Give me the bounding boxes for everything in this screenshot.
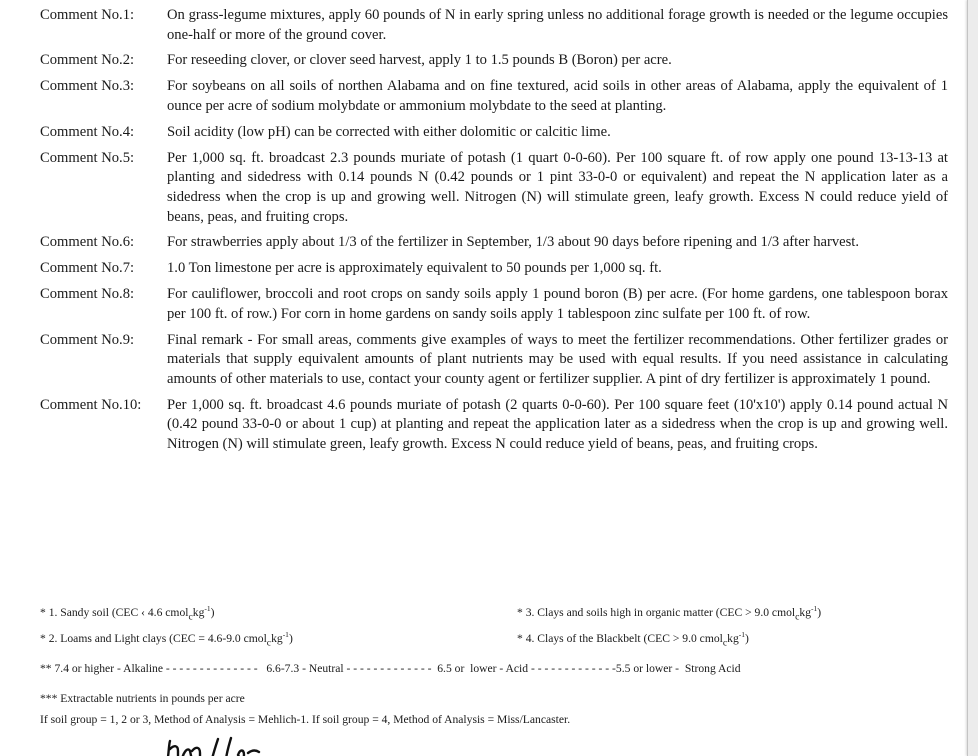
- footnote-method-of-analysis: If soil group = 1, 2 or 3, Method of Analysis = Mehlich-1. If soil group = 4, Method of Analysis = Miss/Lancaster.: [40, 713, 571, 726]
- comment-6: [40, 233, 948, 253]
- comment-9: [40, 331, 948, 390]
- footnote-text: * 4. Clays of the Blackbelt (CEC > 9.0 cmol: [517, 632, 723, 645]
- footnote-text: * 2. Loams and Light clays (CEC = 4.6-9.0 cmol: [40, 632, 267, 645]
- comment-8: [40, 285, 948, 324]
- footnote-superscript: -1: [811, 604, 818, 614]
- comment-text: For cauliflower, broccoli and root crops on sandy soils apply 1 pound boron (B) per acre. (For home gardens, one tablespoon borax per 100 ft. of row.) For corn in home gardens on sandy soils apply 1 tablespoon zinc sulfate per 100 ft. of row.: [167, 286, 948, 322]
- comment-1: [40, 6, 948, 45]
- footnote-unit: kg: [727, 632, 739, 645]
- footnote-soil-group-1: [40, 606, 214, 624]
- comment-5: [40, 149, 948, 227]
- footnote-soil-group-2: [40, 632, 293, 650]
- scrollbar-edge[interactable]: [967, 0, 978, 756]
- comment-2: [40, 51, 948, 71]
- footnote-unit: kg: [799, 606, 811, 619]
- comment-text: Per 1,000 sq. ft. broadcast 2.3 pounds muriate of potash (1 quart 0-0-60). Per 100 square ft. of row apply one pound 13-13-13 at planting and sidedress with 0.14 pounds N (0.42 pounds or 1 pint 33-0-0 or equivalent) and repeat the N application later as a sidedress when the crop is up and growing well. Nitrogen (N) will stimulate green, leafy growth. Excess N could reduce yield of beans, peas, and fruiting crops.: [167, 149, 948, 225]
- comment-label: Comment No.5:: [40, 149, 135, 166]
- comment-label: Comment No.8:: [40, 286, 135, 303]
- footnote-subscript: c: [188, 611, 193, 623]
- handwritten-signature: [160, 735, 350, 756]
- footnote-superscript: -1: [738, 630, 745, 640]
- comment-text: 1.0 Ton limestone per acre is approximately equivalent to 50 pounds per 1,000 sq. ft.: [167, 260, 662, 277]
- comment-3: [40, 77, 948, 116]
- footnote-unit: kg: [192, 606, 205, 619]
- comment-text: For soybeans on all soils of northen Alabama and on fine textured, acid soils in other areas of Alabama, apply the equivalent of 1 ounce per acre of sodium molybdate or ammonium molybdate to the seed at planting.: [167, 78, 948, 114]
- footnote-subscript: c: [722, 637, 728, 649]
- footnote-ph-scale: ** 7.4 or higher - Alkaline - - - - - - - - - - - - - - 6.6-7.3 - Neutral - - - - - - - - - - - - - 6.5 or lower - Acid - - - - - - - - - - - - -5.5 or lower - Strong Acid: [40, 662, 741, 675]
- comment-label: Comment No.10:: [40, 396, 142, 413]
- comment-text: Final remark - For small areas, comments give examples of ways to meet the fertilizer recommendations. Other fertilizer grades or materials that supply equivalent amounts of plant nutrients may be used with equal results. If you need assistance in calculating amounts of other materials to use, contact your county agent or fertilizer supplier. A pint of dry fertilizer is approximately 1 pound.: [167, 331, 948, 387]
- footnote-close: ): [745, 632, 749, 645]
- footnote-subscript: c: [795, 611, 800, 623]
- comment-text: On grass-legume mixtures, apply 60 pounds of N in early spring unless no additional forage growth is needed or the legume occupies one-half or more of the ground cover.: [167, 7, 948, 43]
- footnote-close: ): [817, 606, 822, 619]
- comment-label: Comment No.9:: [40, 331, 135, 348]
- comments-list: [40, 6, 948, 461]
- footnote-soil-group-4: [517, 632, 749, 650]
- comment-10: [40, 396, 948, 455]
- footnote-close: ): [210, 606, 215, 619]
- footnote-superscript: -1: [204, 604, 211, 614]
- footnote-superscript: -1: [282, 630, 289, 640]
- footnote-extractable-nutrients: *** Extractable nutrients in pounds per acre: [40, 692, 245, 705]
- comment-7: [40, 259, 948, 279]
- footnote-text: * 3. Clays and soils high in organic matter (CEC > 9.0 cmol: [517, 606, 796, 619]
- comment-label: Comment No.3:: [40, 78, 135, 95]
- footnote-text: * 1. Sandy soil (CEC ‹ 4.6 cmol: [40, 606, 189, 619]
- comment-label: Comment No.7:: [40, 260, 135, 277]
- comment-text: Soil acidity (low pH) can be corrected with either dolomitic or calcitic lime.: [167, 123, 611, 140]
- comment-label: Comment No.4:: [40, 123, 135, 140]
- comment-text: For reseeding clover, or clover seed harvest, apply 1 to 1.5 pounds B (Boron) per acre.: [167, 52, 672, 69]
- comment-4: [40, 123, 948, 143]
- footnote-unit: kg: [271, 632, 283, 645]
- footnote-close: ): [288, 632, 293, 645]
- footnote-soil-group-3: [517, 606, 821, 624]
- comment-label: Comment No.1:: [40, 7, 135, 23]
- comment-label: Comment No.2:: [40, 52, 135, 69]
- footnote-subscript: c: [266, 637, 272, 649]
- comment-text: Per 1,000 sq. ft. broadcast 4.6 pounds muriate of potash (2 quarts 0-0-60). Per 100 square feet (10'x10') apply 0.14 pound actual N (0.42 pound 33-0-0 or about 1 cup) at planting and repeat the application later as a sidedress when the crop is up and growing well. Nitrogen (N) will stimulate green, leafy growth. Excess N could reduce yield of beans, peas, and fruiting crops.: [167, 396, 948, 452]
- comment-label: Comment No.6:: [40, 234, 135, 251]
- comment-text: For strawberries apply about 1/3 of the fertilizer in September, 1/3 about 90 days before ripening and 1/3 after harvest.: [167, 234, 859, 251]
